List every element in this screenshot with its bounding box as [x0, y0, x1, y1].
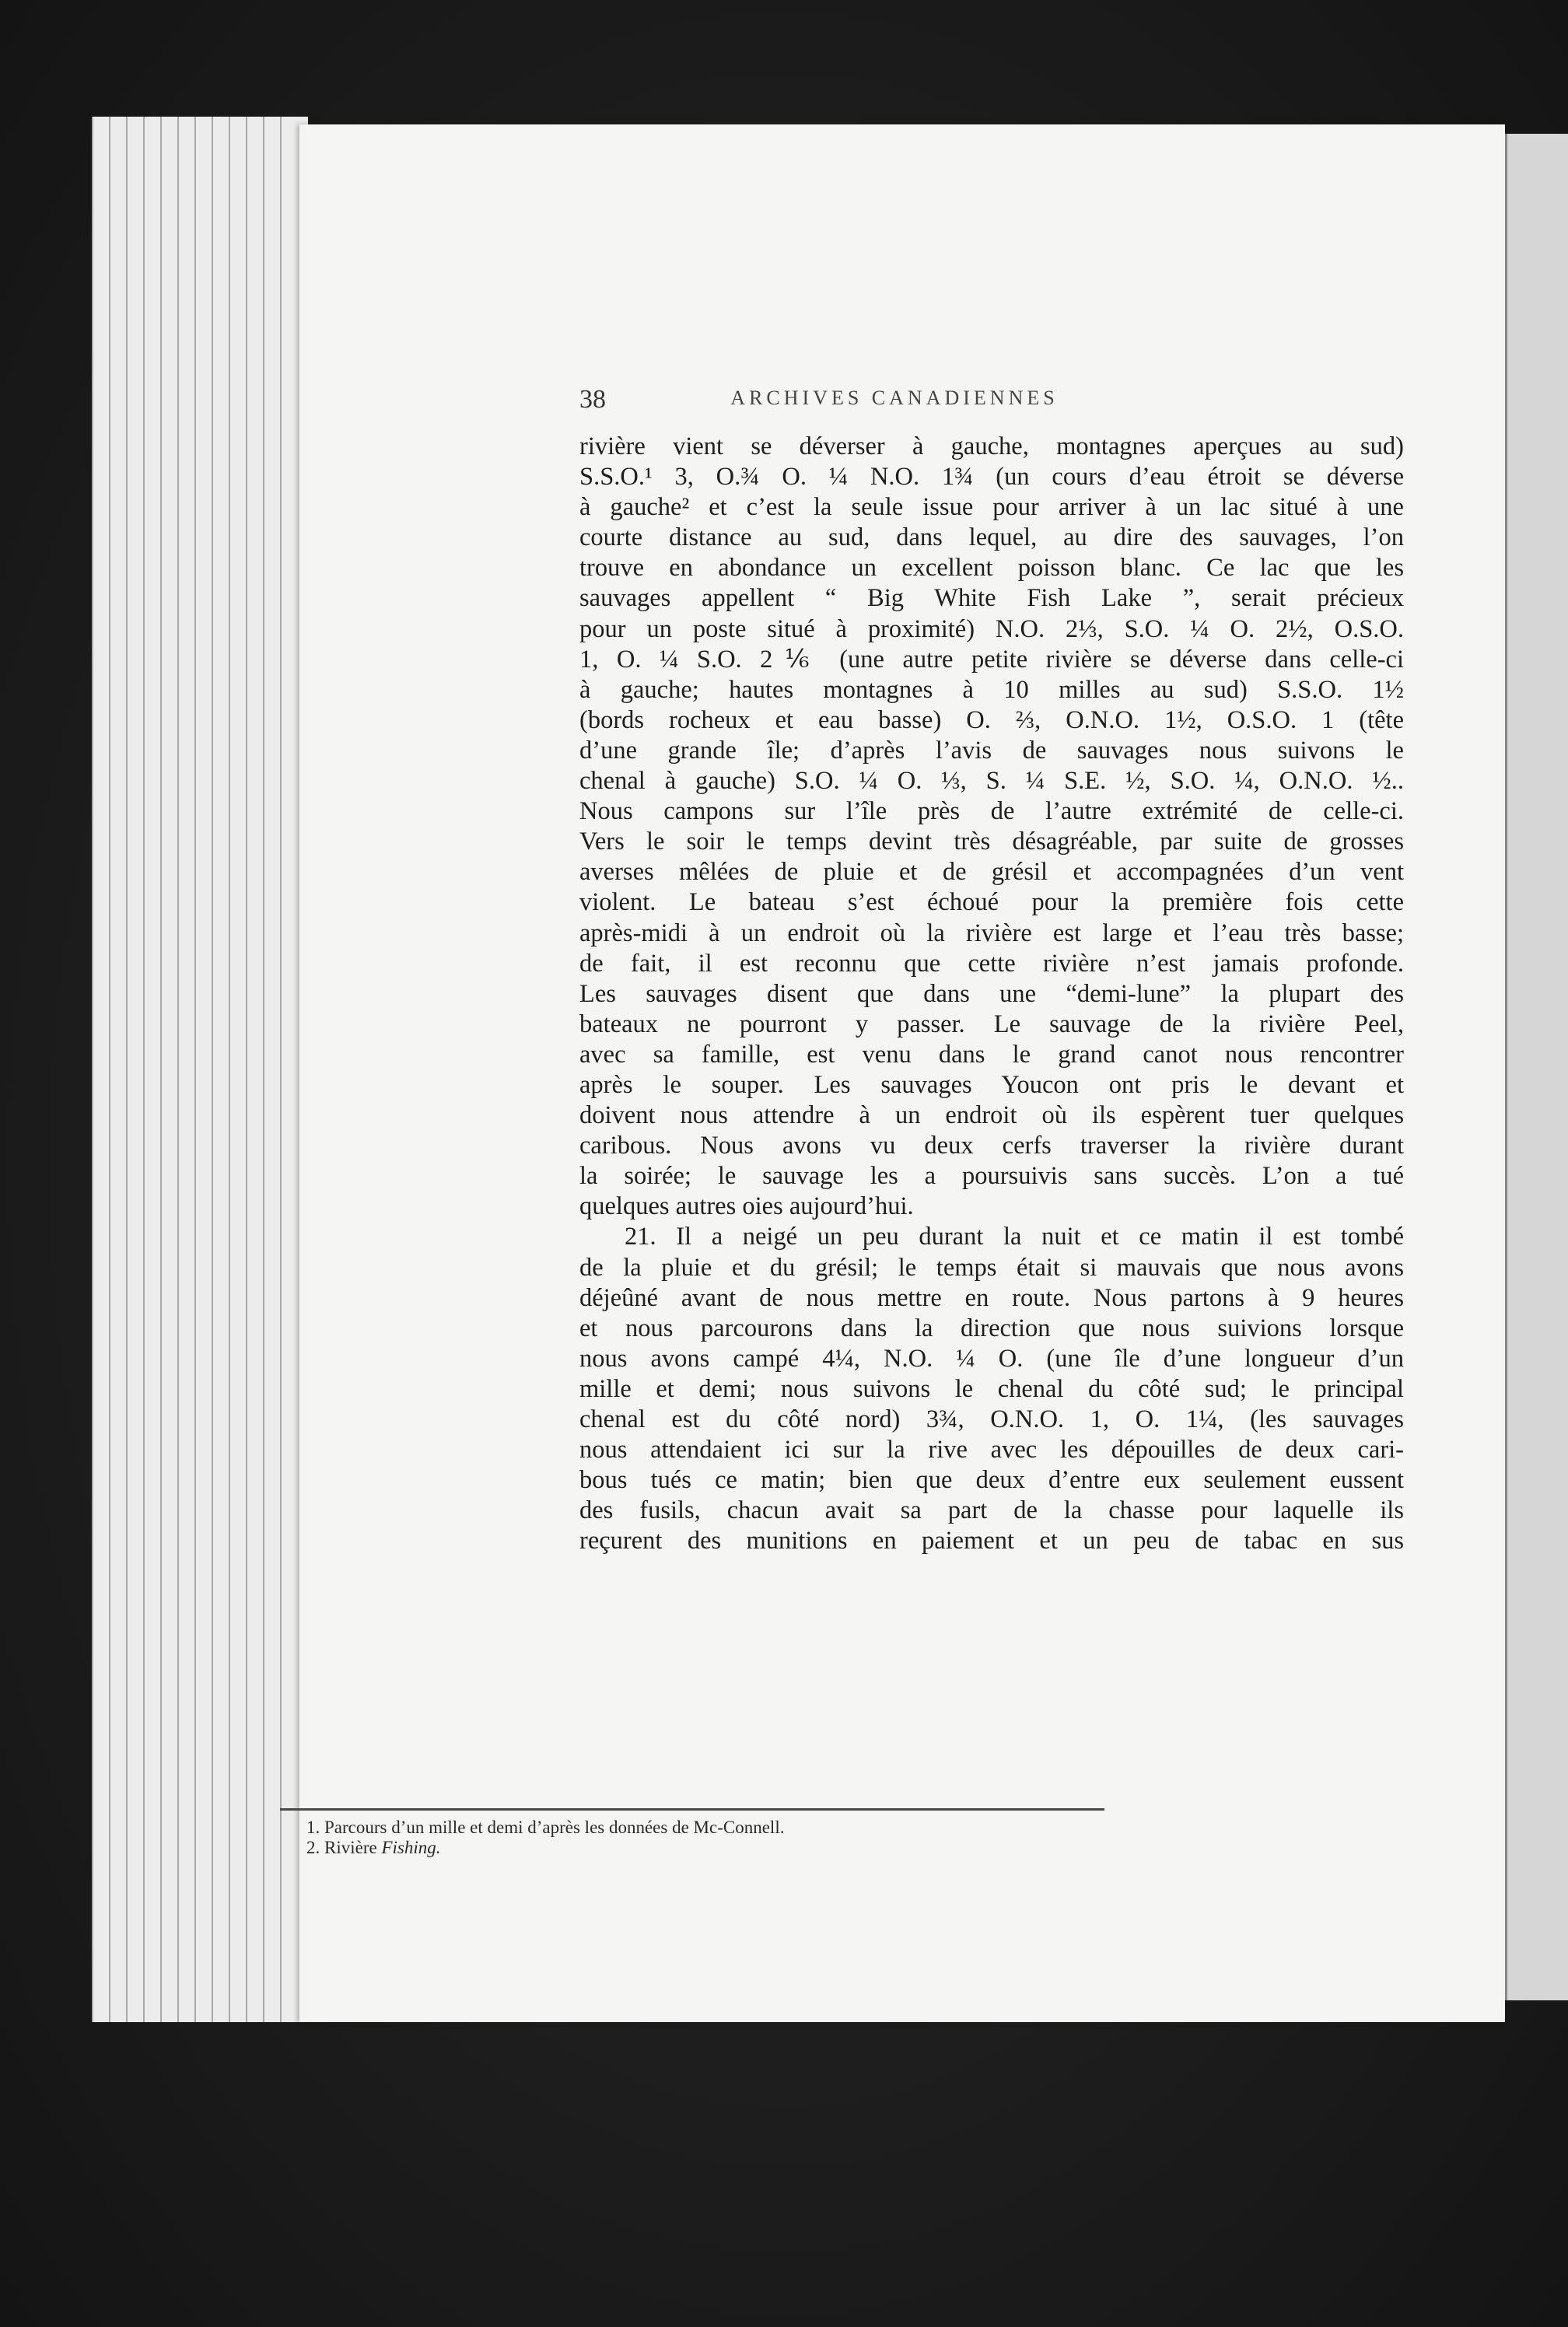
page-number: 38	[579, 385, 606, 414]
footnotes	[306, 1818, 1100, 1858]
text-line: bous tués ce matin; bien que deux d’entre eux seulement eussent	[579, 1466, 1404, 1495]
text-line: sauvages appellent “ Big White Fish Lake ”, serait précieux	[579, 584, 1404, 613]
text-line: doivent nous attendre à un endroit où ils espèrent tuer quelques	[579, 1101, 1404, 1130]
paragraph-last-line: quelques autres oies aujourd’hui.	[579, 1192, 914, 1221]
text-line: de la pluie et du grésil; le temps était si mauvais que nous avons	[579, 1253, 1404, 1282]
text-line: et nous parcourons dans la direction que nous suivions lorsque	[579, 1314, 1404, 1342]
text-line: violent. Le bateau s’est échoué pour la première fois cette	[579, 888, 1404, 917]
text-line: nous avons campé 4¼, N.O. ¼ O. (une île d’une longueur d’un	[579, 1344, 1404, 1373]
body-text	[579, 432, 1404, 1556]
text-line: à gauche; hautes montagnes à 10 milles au sud) S.S.O. 1½	[579, 675, 1404, 704]
text-line: caribous. Nous avons vu deux cerfs traverser la rivière durant	[579, 1132, 1404, 1160]
text-line: des fusils, chacun avait sa part de la chasse pour laquelle ils	[579, 1496, 1404, 1525]
text-line: Vers le soir le temps devint très désagréable, par suite de grosses	[579, 828, 1404, 856]
text-line: chenal est du côté nord) 3¾, O.N.O. 1, O. 1¼, (les sauvages	[579, 1405, 1404, 1433]
text-line: trouve en abondance un excellent poisson blanc. Ce lac que les	[579, 554, 1404, 583]
text-line: après-midi à un endroit où la rivière est large et l’eau très basse;	[579, 919, 1404, 947]
text-line: reçurent des munitions en paiement et un peu de tabac en sus	[579, 1527, 1404, 1555]
text-line: S.S.O.¹ 3, O.¾ O. ¼ N.O. 1¾ (un cours d’eau étroit se déverse	[579, 463, 1404, 492]
text-line: déjeûné avant de nous mettre en route. Nous partons à 9 heures	[579, 1283, 1404, 1312]
book-page	[299, 124, 1505, 2022]
text-line: Nous campons sur l’île près de l’autre extrémité de celle-ci.	[579, 797, 1404, 826]
text-line: averses mêlées de pluie et de grésil et accompagnées d’un vent	[579, 858, 1404, 887]
footnote-rule	[280, 1808, 1104, 1811]
text-line: mille et demi; nous suivons le chenal du côté sud; le principal	[579, 1374, 1404, 1403]
text-line: rivière vient se déverser à gauche, montagnes aperçues au sud)	[579, 432, 1404, 460]
text-line: chenal à gauche) S.O. ¼ O. ⅓, S. ¼ S.E. ½, S.O. ¼, O.N.O. ½..	[579, 767, 1404, 796]
text-line: courte distance au sud, dans lequel, au dire des sauvages, l’on	[579, 523, 1404, 552]
text-line: (bords rocheux et eau basse) O. ⅔, O.N.O. 1½, O.S.O. 1 (tête	[579, 705, 1404, 734]
stacked-page-edges	[92, 117, 325, 2022]
footnote-2-text: 2. Rivière	[306, 1838, 382, 1857]
text-line: avec sa famille, est venu dans le grand canot nous rencontrer	[579, 1040, 1404, 1069]
footnote-2	[306, 1838, 1100, 1858]
running-head: ARCHIVES CANADIENNES	[730, 387, 1059, 409]
text-line: Les sauvages disent que dans une “demi-lune” la plupart des	[579, 979, 1404, 1008]
text-line: après le souper. Les sauvages Youcon ont pris le devant et	[579, 1070, 1404, 1099]
text-line: 1, O. ¼ S.O. 2⅙ (une autre petite rivière se déverse dans celle-ci	[579, 645, 1404, 674]
text-line: la soirée; le sauvage les a poursuivis sans succès. L’on a tué	[579, 1162, 1404, 1191]
footnote-2-italic: Fishing.	[381, 1838, 441, 1857]
paragraph-first-line: 21. Il a neigé un peu durant la nuit et ce matin il est tombé	[625, 1223, 1404, 1251]
text-line: nous attendaient ici sur la rive avec les dépouilles de deux cari-	[579, 1436, 1404, 1464]
footnote-1: 1. Parcours d’un mille et demi d’après les données de Mc-Connell.	[306, 1818, 785, 1837]
text-line: à gauche² et c’est la seule issue pour arriver à un lac situé à une	[579, 493, 1404, 522]
text-line: d’une grande île; d’après l’avis de sauvages nous suivons le	[579, 736, 1404, 765]
text-line: pour un poste situé à proximité) N.O. 2⅓, S.O. ¼ O. 2½, O.S.O.	[579, 614, 1404, 643]
text-line: bateaux ne pourront y passer. Le sauvage de la rivière Peel,	[579, 1010, 1404, 1038]
facing-page-edge	[1505, 134, 1568, 2000]
text-line: de fait, il est reconnu que cette rivière n’est jamais profonde.	[579, 949, 1404, 978]
